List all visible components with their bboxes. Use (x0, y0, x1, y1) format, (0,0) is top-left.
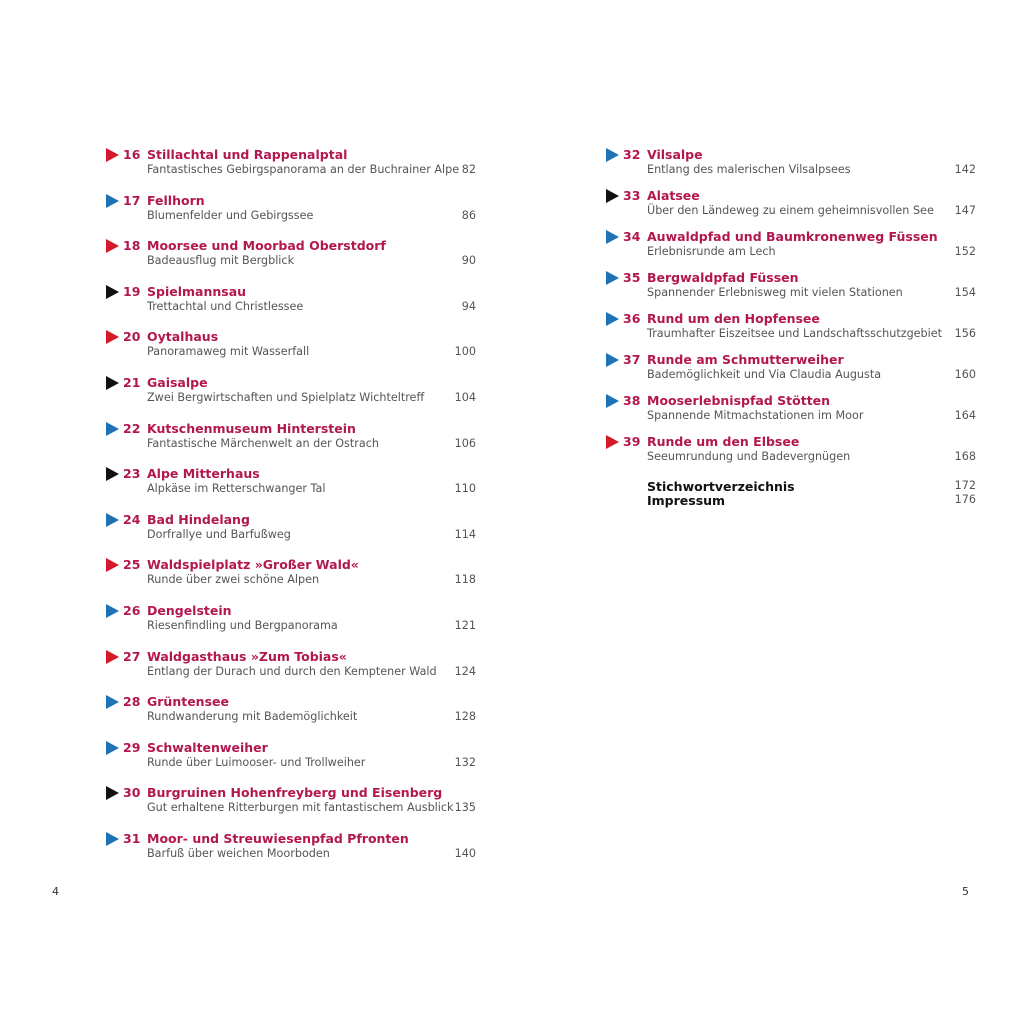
toc-entry (104, 830, 476, 876)
toc-entry (104, 465, 476, 511)
toc-entry (104, 146, 476, 192)
toc-back-matter-entry (604, 479, 976, 493)
entry-page-number: 82 (461, 163, 476, 176)
entry-number: 16 (123, 147, 141, 162)
entry-title: Grüntensee (147, 694, 229, 710)
entry-subtitle: Zwei Bergwirtschaften und Spielplatz Wichteltreff (147, 390, 425, 404)
entry-title: Alpe Mitterhaus (147, 466, 260, 482)
toc-entry (104, 648, 476, 694)
entry-number: 18 (123, 238, 141, 254)
entry-title: Moor- und Streuwiesenpfad Pfronten (147, 830, 409, 846)
toc-entry (104, 784, 476, 830)
entry-title: Kutschenmuseum Hinterstein (147, 420, 356, 436)
entry-number: 27 (123, 648, 141, 664)
entry-title: Bergwaldpfad Füssen (647, 270, 799, 285)
entry-subtitle: Fantastisches Gebirgspanorama an der Buchrainer Alpe (147, 163, 460, 176)
entry-page-number: 121 (454, 618, 476, 632)
entry-subtitle: Panoramaweg mit Wasserfall (147, 345, 310, 359)
entry-subtitle: Seeumrundung und Badevergnügen (647, 450, 851, 463)
triangle-marker-icon (606, 353, 619, 367)
triangle-marker-icon (106, 513, 119, 527)
entry-number: 34 (623, 229, 641, 244)
back-matter-title: Stichwortverzeichnis (647, 479, 795, 494)
entry-subtitle: Dorfrallye und Barfußweg (147, 527, 291, 541)
entry-number: 23 (123, 466, 141, 482)
entry-page-number: 160 (954, 368, 976, 381)
triangle-marker-icon (106, 376, 119, 390)
entry-page-number: 94 (461, 299, 476, 313)
triangle-marker-icon (106, 148, 119, 162)
entry-number: 30 (123, 785, 141, 801)
triangle-marker-icon (606, 394, 619, 408)
toc-entry (604, 351, 976, 392)
entry-subtitle: Spannender Erlebnisweg mit vielen Stationen (647, 286, 903, 299)
entry-page-number: 90 (461, 254, 476, 268)
entry-subtitle: Barfuß über weichen Moorboden (147, 846, 330, 860)
entry-title: Waldspielplatz »Großer Wald« (147, 557, 359, 573)
entry-title: Waldgasthaus »Zum Tobias« (147, 648, 347, 664)
triangle-marker-icon (106, 650, 119, 664)
entry-number: 37 (623, 352, 641, 367)
entry-subtitle: Erlebnisrunde am Lech (647, 245, 776, 258)
entry-subtitle: Über den Ländeweg zu einem geheimnisvollen See (647, 204, 934, 217)
entry-page-number: 140 (454, 846, 476, 860)
entry-subtitle: Spannende Mitmachstationen im Moor (647, 409, 864, 422)
entry-page-number: 132 (454, 755, 476, 769)
toc-right-column (604, 146, 976, 507)
toc-entry (104, 556, 476, 602)
toc-entry (104, 374, 476, 420)
entry-subtitle: Traumhafter Eiszeitsee und Landschaftsschutzgebiet (647, 327, 943, 340)
entry-number: 22 (123, 420, 141, 436)
entry-title: Stillachtal und Rappenalptal (147, 147, 348, 162)
entry-subtitle: Gut erhaltene Ritterburgen mit fantastischem Ausblick (147, 801, 454, 815)
toc-back-matter-entry (604, 493, 976, 507)
toc-entry (104, 602, 476, 648)
back-matter-title: Impressum (647, 493, 726, 508)
entry-number: 17 (123, 192, 141, 208)
entry-number: 25 (123, 557, 141, 573)
entry-number: 28 (123, 694, 141, 710)
entry-subtitle: Runde über Luimooser- und Trollweiher (147, 755, 366, 769)
toc-entry (604, 228, 976, 269)
entry-number: 35 (623, 270, 641, 285)
entry-number: 21 (123, 374, 141, 390)
page-number-left: 4 (52, 885, 59, 898)
page-number-right: 5 (962, 885, 969, 898)
entry-title: Oytalhaus (147, 329, 219, 345)
toc-left-column (104, 146, 476, 876)
entry-subtitle: Entlang des malerischen Vilsalpsees (647, 163, 851, 176)
triangle-marker-icon (106, 786, 119, 800)
entry-number: 19 (123, 283, 141, 299)
toc-entry (104, 328, 476, 374)
entry-page-number: 86 (461, 208, 476, 222)
entry-page-number: 168 (954, 450, 976, 463)
triangle-marker-icon (106, 558, 119, 572)
entry-subtitle: Blumenfelder und Gebirgssee (147, 208, 314, 222)
triangle-marker-icon (106, 239, 119, 253)
entry-subtitle: Rundwanderung mit Bademöglichkeit (147, 710, 358, 724)
toc-entry (104, 237, 476, 283)
triangle-marker-icon (606, 312, 619, 326)
triangle-marker-icon (106, 422, 119, 436)
triangle-marker-icon (606, 148, 619, 162)
entry-subtitle: Fantastische Märchenwelt an der Ostrach (147, 436, 379, 450)
toc-entry (104, 192, 476, 238)
entry-title: Runde am Schmutterweiher (647, 352, 844, 367)
toc-entry (604, 146, 976, 187)
entry-subtitle: Runde über zwei schöne Alpen (147, 573, 320, 587)
entry-number: 29 (123, 739, 141, 755)
triangle-marker-icon (106, 330, 119, 344)
entry-page-number: 110 (454, 482, 476, 496)
toc-entry (604, 310, 976, 351)
toc-entry (104, 283, 476, 329)
entry-title: Fellhorn (147, 192, 205, 208)
toc-entry (104, 420, 476, 466)
entry-page-number: 114 (454, 527, 476, 541)
entry-page-number: 106 (454, 436, 476, 450)
toc-entry (604, 187, 976, 228)
entry-number: 26 (123, 602, 141, 618)
triangle-marker-icon (106, 604, 119, 618)
entry-number: 24 (123, 511, 141, 527)
entry-subtitle: Trettachtal und Christlessee (147, 299, 304, 313)
entry-page-number: 135 (454, 801, 476, 815)
back-matter-page-number: 172 (954, 479, 976, 492)
entry-number: 38 (623, 393, 641, 408)
entry-title: Bad Hindelang (147, 511, 250, 527)
entry-page-number: 164 (954, 409, 976, 422)
toc-entry (604, 269, 976, 310)
entry-title: Mooserlebnispfad Stötten (647, 393, 831, 408)
entry-subtitle: Bademöglichkeit und Via Claudia Augusta (647, 368, 882, 381)
entry-number: 32 (623, 147, 641, 162)
entry-title: Spielmannsau (147, 283, 247, 299)
entry-page-number: 100 (454, 345, 476, 359)
entry-subtitle: Entlang der Durach und durch den Kemptener Wald (147, 664, 437, 678)
entry-number: 33 (623, 188, 641, 203)
entry-subtitle: Alpkäse im Retterschwanger Tal (147, 482, 326, 496)
triangle-marker-icon (106, 741, 119, 755)
entry-subtitle: Riesenfindling und Bergpanorama (147, 618, 338, 632)
triangle-marker-icon (106, 832, 119, 846)
entry-title: Vilsalpe (647, 147, 703, 162)
entry-page-number: 128 (454, 710, 476, 724)
triangle-marker-icon (106, 285, 119, 299)
entry-number: 36 (623, 311, 641, 326)
entry-page-number: 154 (954, 286, 976, 299)
entry-subtitle: Badeausflug mit Bergblick (147, 254, 295, 268)
toc-entry (604, 392, 976, 433)
entry-title: Burgruinen Hohenfreyberg und Eisenberg (147, 785, 443, 801)
entry-number: 39 (623, 434, 641, 449)
toc-entry (104, 739, 476, 785)
entry-page-number: 147 (954, 204, 976, 217)
entry-number: 20 (123, 329, 141, 345)
toc-entry (604, 433, 976, 474)
entry-title: Runde um den Elbsee (647, 434, 800, 449)
entry-title: Dengelstein (147, 602, 232, 618)
entry-title: Moorsee und Moorbad Oberstdorf (147, 238, 386, 254)
entry-title: Auwaldpfad und Baumkronenweg Füssen (647, 229, 938, 244)
entry-number: 31 (123, 830, 141, 846)
entry-title: Schwaltenweiher (147, 739, 268, 755)
back-matter-page-number: 176 (954, 493, 976, 506)
entry-page-number: 104 (454, 390, 476, 404)
entry-page-number: 124 (454, 664, 476, 678)
entry-title: Rund um den Hopfensee (647, 311, 820, 326)
entry-page-number: 142 (954, 163, 976, 176)
toc-entry (104, 693, 476, 739)
entry-page-number: 118 (454, 573, 476, 587)
toc-right-entries (604, 146, 976, 474)
entry-title: Gaisalpe (147, 374, 208, 390)
triangle-marker-icon (606, 435, 619, 449)
triangle-marker-icon (606, 189, 619, 203)
triangle-marker-icon (106, 695, 119, 709)
triangle-marker-icon (606, 230, 619, 244)
triangle-marker-icon (106, 194, 119, 208)
triangle-marker-icon (606, 271, 619, 285)
entry-title: Alatsee (647, 188, 700, 203)
toc-entry (104, 511, 476, 557)
toc-back-matter (604, 479, 976, 507)
triangle-marker-icon (106, 467, 119, 481)
entry-page-number: 156 (954, 327, 976, 340)
entry-page-number: 152 (954, 245, 976, 258)
